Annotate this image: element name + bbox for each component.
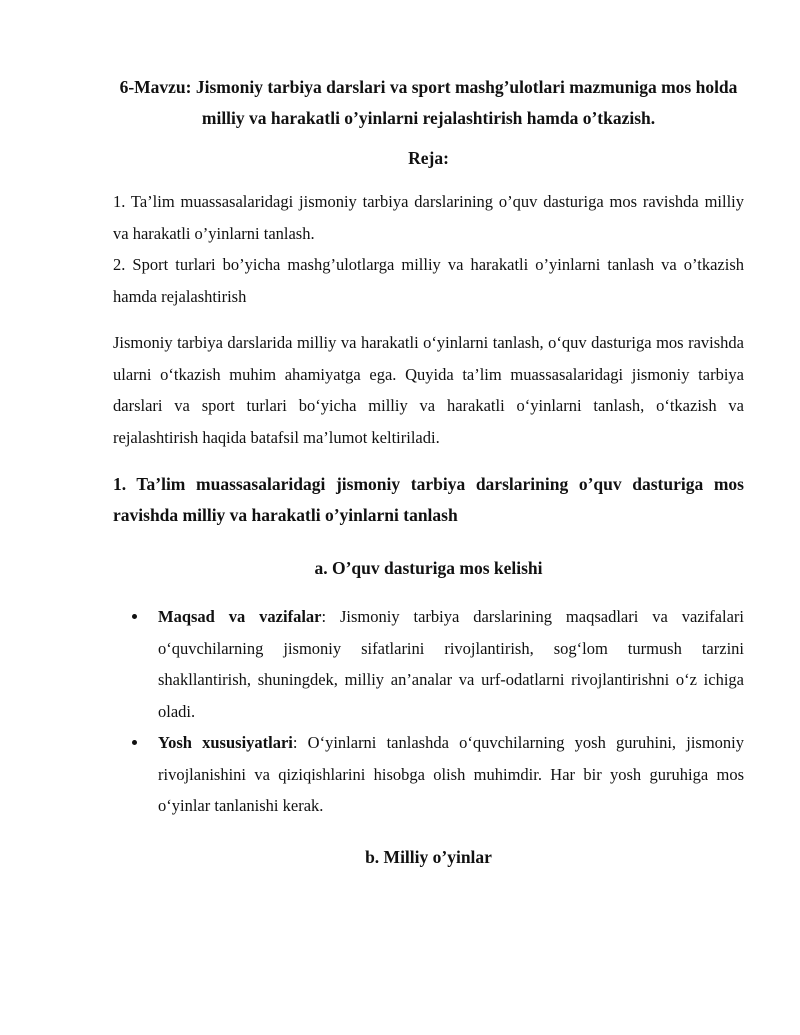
bullet-text: : Jismoniy tarbiya darslarining maqsadlari va vazifalari o‘quvchilarning jismoniy sifatlarini rivojlantirish, sog‘lom turmush tarzini shakllantirish, shuningdek, milliy an’analar va urf-odatlarni rivojlantirishni o‘z ichiga oladi. bbox=[158, 607, 744, 721]
subsection-b-heading: b. Milliy o’yinlar bbox=[365, 846, 492, 867]
subsection-a-heading: a. O’quv dasturiga mos kelishi bbox=[314, 558, 543, 578]
bullet-list bbox=[113, 601, 744, 822]
plan-list bbox=[113, 186, 744, 312]
plan-item-1: 1. Ta’lim muassasalaridagi jismoniy tarbiya darslarining o’quv dasturiga mos ravishda milliy va harakatli o’yinlarni tanlash. bbox=[113, 192, 744, 243]
intro-paragraph: Jismoniy tarbiya darslarida milliy va harakatli o‘yinlarni tanlash, o‘quv dasturiga mos ravishda ularni o‘tkazish muhim ahamiyatga ega. Quyida ta’lim muassasalaridagi jismoniy tarbiya darslari va sport turlari bo‘yicha milliy va harakatli o‘yinlarni tanlash, o‘tkazish va rejalashtirish haqida batafsil ma’lumot keltiriladi. bbox=[113, 333, 744, 447]
bullet-icon bbox=[132, 740, 137, 745]
bullet-term: Yosh xususiyatlari bbox=[158, 733, 293, 752]
bullet-icon bbox=[132, 614, 137, 619]
list-item bbox=[113, 727, 744, 822]
list-item bbox=[113, 601, 744, 727]
plan-heading: Reja: bbox=[408, 148, 449, 168]
section-1-heading: 1. Ta’lim muassasalaridagi jismoniy tarbiya darslarining o’quv dasturiga mos ravishda milliy va harakatli o’yinlarni tanlash bbox=[113, 474, 744, 525]
bullet-term: Maqsad va vazifalar bbox=[158, 607, 322, 626]
bullet-text: : O‘yinlarni tanlashda o‘quvchilarning yosh guruhini, jismoniy rivojlanishini va qiziqishlarini hisobga olish muhimdir. Har bir yosh guruhiga mos o‘yinlar tanlanishi kerak. bbox=[158, 733, 744, 815]
document-title: 6-Mavzu: Jismoniy tarbiya darslari va sport mashg’ulotlari mazmuniga mos holda milliy va harakatli o’yinlarni rejalashtirish hamda o’tkazish. bbox=[119, 77, 738, 128]
plan-item-2: 2. Sport turlari bo’yicha mashg’ulotlarga milliy va harakatli o’yinlarni tanlash va o’tkazish hamda rejalashtirish bbox=[113, 255, 744, 306]
